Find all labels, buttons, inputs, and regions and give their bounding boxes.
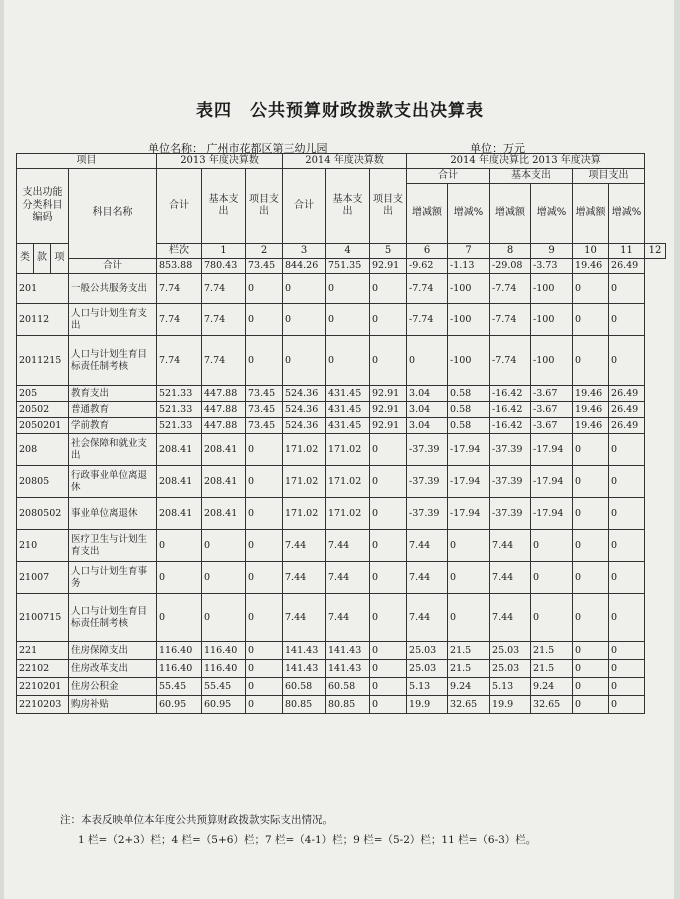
value-cell: 80.85: [283, 696, 326, 714]
value-cell: 0.58: [448, 418, 490, 434]
unit-currency: 单位：万元: [470, 142, 525, 155]
value-cell: 73.45: [246, 402, 283, 418]
value-cell: 0: [370, 274, 407, 304]
subject-code: 201: [17, 274, 69, 304]
value-cell: 7.74: [157, 336, 202, 386]
value-cell: 19.46: [573, 418, 609, 434]
value-cell: 92.91: [370, 418, 407, 434]
header-compare-project: 项目支出: [573, 169, 645, 184]
value-cell: 7.44: [326, 562, 370, 594]
value-cell: 7.44: [283, 562, 326, 594]
subject-name: 普通教育: [69, 402, 157, 418]
value-cell: 7.44: [407, 530, 448, 562]
value-cell: 0: [157, 530, 202, 562]
value-cell: 116.40: [157, 660, 202, 678]
value-cell: 0: [202, 562, 246, 594]
value-cell: 171.02: [326, 466, 370, 498]
value-cell: 141.43: [283, 660, 326, 678]
value-cell: 0: [573, 530, 609, 562]
value-cell: 7.44: [407, 562, 448, 594]
value-cell: 7.44: [326, 530, 370, 562]
subject-code: 2011215: [17, 336, 69, 386]
value-cell: -7.74: [407, 274, 448, 304]
value-cell: 0: [531, 530, 573, 562]
value-cell: 0: [448, 594, 490, 642]
value-cell: 55.45: [202, 678, 246, 696]
value-cell: 141.43: [283, 642, 326, 660]
value-cell: 431.45: [326, 402, 370, 418]
header-func-code: 支出功能分类科目编码: [17, 169, 69, 244]
column-number: 2: [246, 244, 283, 259]
value-cell: 7.44: [407, 594, 448, 642]
value-cell: 3.04: [407, 418, 448, 434]
value-cell: 0: [573, 660, 609, 678]
subject-code: 205: [17, 386, 69, 402]
value-cell: 0: [609, 304, 645, 336]
subject-name: 住房改革支出: [69, 660, 157, 678]
value-cell: 208.41: [157, 466, 202, 498]
table-row: [17, 386, 666, 402]
header-xiang: 项: [51, 244, 69, 274]
header-2014: 2014 年度决算数: [283, 154, 407, 169]
column-number: 6: [407, 244, 448, 259]
header-kuan: 款: [34, 244, 51, 274]
value-cell: 0: [326, 274, 370, 304]
value-cell: 0: [609, 434, 645, 466]
table-row: [17, 304, 666, 336]
subject-name: 事业单位离退休: [69, 498, 157, 530]
value-cell: -16.42: [490, 402, 531, 418]
table-row: [17, 418, 666, 434]
value-cell: 7.74: [202, 274, 246, 304]
subject-name: 行政事业单位离退休: [69, 466, 157, 498]
subject-name: 教育支出: [69, 386, 157, 402]
header-inc-percent: 增减%: [531, 184, 573, 244]
value-cell: -7.74: [490, 336, 531, 386]
value-cell: 7.44: [283, 530, 326, 562]
value-cell: 25.03: [490, 660, 531, 678]
table-row: [17, 678, 666, 696]
page-title: 表四 公共预算财政拨款支出决算表: [196, 101, 484, 121]
value-cell: 208.41: [157, 498, 202, 530]
header-project: 项目: [17, 154, 157, 169]
value-cell: 208.41: [202, 434, 246, 466]
subject-code: 208: [17, 434, 69, 466]
value-cell: -16.42: [490, 418, 531, 434]
value-cell: 25.03: [407, 660, 448, 678]
value-cell: 7.74: [202, 304, 246, 336]
total-cell: -9.62: [407, 259, 448, 274]
value-cell: -3.67: [531, 418, 573, 434]
value-cell: 55.45: [157, 678, 202, 696]
value-cell: 0: [246, 434, 283, 466]
column-number: 4: [326, 244, 370, 259]
value-cell: -100: [448, 274, 490, 304]
subject-code: 210: [17, 530, 69, 562]
total-cell: -3.73: [531, 259, 573, 274]
value-cell: 0: [370, 642, 407, 660]
subject-name: 人口与计划生育事务: [69, 562, 157, 594]
subject-code: 20805: [17, 466, 69, 498]
value-cell: 0: [246, 696, 283, 714]
value-cell: -100: [531, 304, 573, 336]
value-cell: 0: [370, 530, 407, 562]
value-cell: -37.39: [490, 498, 531, 530]
value-cell: 0: [246, 336, 283, 386]
value-cell: 0: [246, 274, 283, 304]
value-cell: 0: [573, 594, 609, 642]
column-number: 7: [448, 244, 490, 259]
value-cell: -17.94: [448, 498, 490, 530]
value-cell: 0: [407, 336, 448, 386]
value-cell: 0: [573, 304, 609, 336]
value-cell: 0: [370, 466, 407, 498]
subject-code: 20112: [17, 304, 69, 336]
value-cell: 431.45: [326, 418, 370, 434]
total-cell: 780.43: [202, 259, 246, 274]
header-lei: 类: [17, 244, 34, 274]
value-cell: 0: [573, 466, 609, 498]
value-cell: 171.02: [283, 466, 326, 498]
header-2013-project: 项目支出: [246, 169, 283, 244]
value-cell: 9.24: [531, 678, 573, 696]
subject-name: 学前教育: [69, 418, 157, 434]
value-cell: 92.91: [370, 386, 407, 402]
value-cell: -100: [448, 304, 490, 336]
value-cell: 0: [202, 594, 246, 642]
value-cell: 0: [370, 434, 407, 466]
total-cell: 73.45: [246, 259, 283, 274]
subject-name: 社会保障和就业支出: [69, 434, 157, 466]
value-cell: -7.74: [490, 274, 531, 304]
subject-name: 购房补贴: [69, 696, 157, 714]
value-cell: 7.74: [157, 304, 202, 336]
subject-code: 22102: [17, 660, 69, 678]
value-cell: 32.65: [531, 696, 573, 714]
value-cell: -17.94: [448, 434, 490, 466]
total-cell: 92.91: [370, 259, 407, 274]
value-cell: 0: [609, 466, 645, 498]
value-cell: 116.40: [202, 660, 246, 678]
total-cell: -1.13: [448, 259, 490, 274]
value-cell: 0: [609, 498, 645, 530]
total-cell: 844.26: [283, 259, 326, 274]
value-cell: 0: [246, 466, 283, 498]
table-row: [17, 562, 666, 594]
value-cell: 0: [609, 642, 645, 660]
header-2013-total: 合计: [157, 169, 202, 244]
subject-name: 住房公积金: [69, 678, 157, 696]
value-cell: 447.88: [202, 402, 246, 418]
subject-code: 21007: [17, 562, 69, 594]
value-cell: 26.49: [609, 418, 645, 434]
column-number: 5: [370, 244, 407, 259]
header-2014-basic: 基本支出: [326, 169, 370, 244]
value-cell: 0: [157, 594, 202, 642]
value-cell: 0: [157, 562, 202, 594]
value-cell: -37.39: [490, 466, 531, 498]
value-cell: -17.94: [531, 498, 573, 530]
value-cell: 0: [609, 530, 645, 562]
value-cell: 0: [370, 594, 407, 642]
subject-code: 2050201: [17, 418, 69, 434]
value-cell: 0: [609, 562, 645, 594]
value-cell: 0.58: [448, 402, 490, 418]
value-cell: 7.74: [202, 336, 246, 386]
value-cell: 9.24: [448, 678, 490, 696]
value-cell: 141.43: [326, 660, 370, 678]
value-cell: 5.13: [490, 678, 531, 696]
value-cell: 0: [246, 498, 283, 530]
column-number: 8: [490, 244, 531, 259]
value-cell: -7.74: [490, 304, 531, 336]
value-cell: 208.41: [157, 434, 202, 466]
total-label: 合计: [69, 259, 157, 274]
value-cell: -37.39: [490, 434, 531, 466]
header-inc-percent: 增减%: [609, 184, 645, 244]
value-cell: -100: [531, 336, 573, 386]
value-cell: 3.04: [407, 386, 448, 402]
value-cell: 21.5: [448, 660, 490, 678]
value-cell: 0: [573, 498, 609, 530]
header-inc-amount: 增减额: [407, 184, 448, 244]
value-cell: 521.33: [157, 386, 202, 402]
column-number: 12: [645, 244, 666, 259]
value-cell: 431.45: [326, 386, 370, 402]
value-cell: 0: [573, 336, 609, 386]
value-cell: 141.43: [326, 642, 370, 660]
value-cell: -17.94: [448, 466, 490, 498]
subject-name: 人口与计划生育支出: [69, 304, 157, 336]
header-inc-amount: 增减额: [490, 184, 531, 244]
total-cell: 26.49: [609, 259, 645, 274]
value-cell: 5.13: [407, 678, 448, 696]
table-note: 注：本表反映单位本年度公共预算财政拨款实际支出情况。: [60, 814, 333, 826]
header-compare-total: 合计: [407, 169, 490, 184]
value-cell: 116.40: [157, 642, 202, 660]
value-cell: 0: [246, 594, 283, 642]
value-cell: -37.39: [407, 498, 448, 530]
column-number: 3: [283, 244, 326, 259]
value-cell: 447.88: [202, 418, 246, 434]
value-cell: 171.02: [283, 434, 326, 466]
value-cell: 60.95: [157, 696, 202, 714]
value-cell: 0: [246, 530, 283, 562]
value-cell: 80.85: [326, 696, 370, 714]
value-cell: 524.36: [283, 418, 326, 434]
value-cell: 0: [283, 274, 326, 304]
value-cell: 19.46: [573, 386, 609, 402]
table-row: [17, 336, 666, 386]
value-cell: -37.39: [407, 434, 448, 466]
value-cell: 0: [609, 274, 645, 304]
value-cell: 25.03: [407, 642, 448, 660]
value-cell: 0: [448, 530, 490, 562]
subject-code: 20502: [17, 402, 69, 418]
subject-code: 2210201: [17, 678, 69, 696]
value-cell: 0: [573, 642, 609, 660]
subject-name: 人口与计划生育目标责任制考核: [69, 336, 157, 386]
value-cell: 21.5: [531, 660, 573, 678]
value-cell: 92.91: [370, 402, 407, 418]
value-cell: -17.94: [531, 466, 573, 498]
value-cell: 171.02: [326, 498, 370, 530]
value-cell: 0: [370, 336, 407, 386]
value-cell: 26.49: [609, 386, 645, 402]
value-cell: 73.45: [246, 386, 283, 402]
value-cell: 0: [531, 594, 573, 642]
value-cell: 521.33: [157, 418, 202, 434]
value-cell: 19.9: [490, 696, 531, 714]
subject-code: 221: [17, 642, 69, 660]
value-cell: 7.44: [490, 530, 531, 562]
header-2013-basic: 基本支出: [202, 169, 246, 244]
value-cell: 521.33: [157, 402, 202, 418]
value-cell: 0: [531, 562, 573, 594]
table-row: [17, 434, 666, 466]
value-cell: 60.58: [283, 678, 326, 696]
value-cell: 19.9: [407, 696, 448, 714]
value-cell: 0: [609, 678, 645, 696]
value-cell: 21.5: [531, 642, 573, 660]
value-cell: -16.42: [490, 386, 531, 402]
value-cell: 0: [246, 562, 283, 594]
value-cell: 7.44: [283, 594, 326, 642]
value-cell: -3.67: [531, 402, 573, 418]
value-cell: 32.65: [448, 696, 490, 714]
value-cell: 0: [370, 304, 407, 336]
total-row: [17, 259, 666, 274]
unit-name: 单位名称： 广州市花都区第三幼儿园: [148, 142, 328, 155]
value-cell: 3.04: [407, 402, 448, 418]
value-cell: 0: [370, 562, 407, 594]
table-row: [17, 498, 666, 530]
value-cell: 25.03: [490, 642, 531, 660]
value-cell: 0: [326, 304, 370, 336]
value-cell: 0: [370, 498, 407, 530]
value-cell: 0: [370, 678, 407, 696]
value-cell: 0: [202, 530, 246, 562]
header-2013: 2013 年度决算数: [157, 154, 283, 169]
value-cell: -17.94: [531, 434, 573, 466]
table-row: [17, 660, 666, 678]
table-row: [17, 696, 666, 714]
value-cell: 524.36: [283, 386, 326, 402]
header-compare: 2014 年度决算比 2013 年度决算: [407, 154, 645, 169]
value-cell: 7.44: [490, 594, 531, 642]
column-number: 10: [573, 244, 609, 259]
total-cell: -29.08: [490, 259, 531, 274]
column-number-label: 栏次: [157, 244, 202, 259]
value-cell: -3.67: [531, 386, 573, 402]
value-cell: 0.58: [448, 386, 490, 402]
header-inc-amount: 增减额: [573, 184, 609, 244]
value-cell: 171.02: [283, 498, 326, 530]
subject-name: 人口与计划生育目标责任制考核: [69, 594, 157, 642]
value-cell: 0: [370, 696, 407, 714]
value-cell: 26.49: [609, 402, 645, 418]
header-inc-percent: 增减%: [448, 184, 490, 244]
value-cell: 7.74: [157, 274, 202, 304]
subject-code: 2080502: [17, 498, 69, 530]
table-row: [17, 466, 666, 498]
value-cell: 0: [246, 660, 283, 678]
column-number: 9: [531, 244, 573, 259]
column-number: 11: [609, 244, 645, 259]
total-cell: 751.35: [326, 259, 370, 274]
value-cell: 208.41: [202, 466, 246, 498]
value-cell: -37.39: [407, 466, 448, 498]
value-cell: 0: [609, 594, 645, 642]
value-cell: 73.45: [246, 418, 283, 434]
value-cell: 208.41: [202, 498, 246, 530]
value-cell: 0: [283, 304, 326, 336]
value-cell: 0: [370, 660, 407, 678]
header-subject-name: 科目名称: [69, 169, 157, 259]
column-number: 1: [202, 244, 246, 259]
subject-name: 医疗卫生与计划生育支出: [69, 530, 157, 562]
value-cell: 0: [573, 678, 609, 696]
subject-name: 一般公共服务支出: [69, 274, 157, 304]
subject-code: 2210203: [17, 696, 69, 714]
value-cell: -7.74: [407, 304, 448, 336]
value-cell: 116.40: [202, 642, 246, 660]
total-cell: 19.46: [573, 259, 609, 274]
value-cell: 21.5: [448, 642, 490, 660]
table-row: [17, 530, 666, 562]
value-cell: 0: [448, 562, 490, 594]
value-cell: -100: [448, 336, 490, 386]
value-cell: 0: [326, 336, 370, 386]
value-cell: 0: [573, 434, 609, 466]
table-row: [17, 402, 666, 418]
table-row: [17, 274, 666, 304]
header-2014-project: 项目支出: [370, 169, 407, 244]
table-row: [17, 642, 666, 660]
value-cell: 0: [609, 336, 645, 386]
value-cell: 0: [609, 660, 645, 678]
value-cell: 7.44: [326, 594, 370, 642]
value-cell: 0: [246, 304, 283, 336]
value-cell: 60.95: [202, 696, 246, 714]
value-cell: 0: [573, 274, 609, 304]
value-cell: 7.44: [490, 562, 531, 594]
table-row: [17, 594, 666, 642]
subject-code: 2100715: [17, 594, 69, 642]
header-compare-basic: 基本支出: [490, 169, 573, 184]
budget-table: [16, 153, 666, 714]
subject-name: 住房保障支出: [69, 642, 157, 660]
value-cell: 60.58: [326, 678, 370, 696]
total-cell: 853.88: [157, 259, 202, 274]
value-cell: 0: [573, 562, 609, 594]
value-cell: 447.88: [202, 386, 246, 402]
value-cell: 171.02: [326, 434, 370, 466]
value-cell: 524.36: [283, 402, 326, 418]
value-cell: 0: [246, 642, 283, 660]
column-formula: 1 栏=（2+3）栏；4 栏=（5+6）栏；7 栏=（4-1）栏；9 栏=（5-2）栏；11 栏=（6-3）栏。: [78, 834, 537, 846]
value-cell: 0: [609, 696, 645, 714]
value-cell: 19.46: [573, 402, 609, 418]
value-cell: -100: [531, 274, 573, 304]
value-cell: 0: [246, 678, 283, 696]
value-cell: 0: [283, 336, 326, 386]
header-2014-total: 合计: [283, 169, 326, 244]
value-cell: 0: [573, 696, 609, 714]
